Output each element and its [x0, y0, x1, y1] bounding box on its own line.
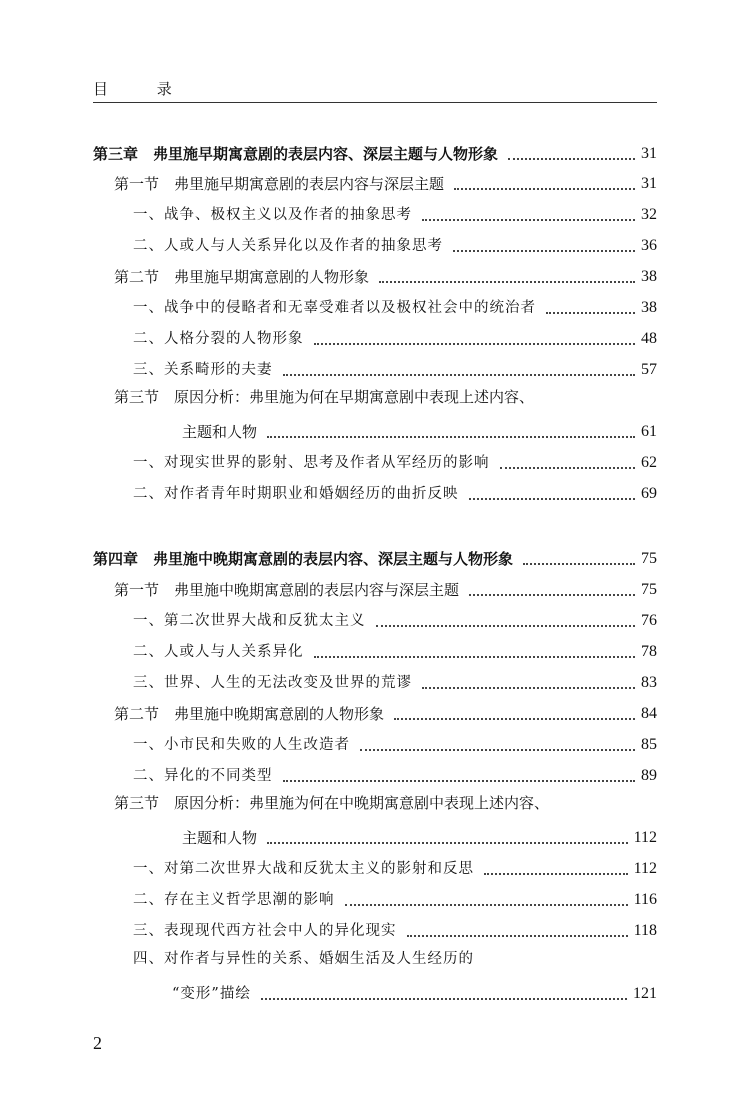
toc-entry-label: 三、世界、人生的无法改变及世界的荒谬 [133, 675, 412, 691]
leader-dots [422, 219, 635, 221]
toc-entry-subsection[interactable] [133, 762, 657, 786]
toc-page-number: 89 [641, 767, 657, 784]
toc-entry-label: 主题和人物 [182, 423, 258, 441]
leader-dots [422, 687, 635, 689]
leader-dots [345, 904, 628, 906]
toc-entry-label: 二、人或人与人关系异化以及作者的抽象思考 [133, 238, 443, 254]
leader-dots [267, 436, 635, 438]
toc-entry-label: 一、小市民和失败的人生改造者 [133, 737, 350, 753]
leader-dots [376, 625, 636, 627]
leader-dots [500, 467, 636, 469]
toc-page-number: 62 [641, 454, 657, 471]
toc-page-number: 48 [641, 330, 657, 347]
toc-entry-subsection[interactable] [133, 731, 657, 755]
leader-dots [283, 374, 636, 376]
page-number: 2 [93, 1033, 102, 1053]
toc-entry-label: 一、对现实世界的影射、思考及作者从军经历的影响 [133, 455, 490, 471]
toc-page-number: 61 [641, 423, 657, 440]
toc-entry-subsection[interactable] [133, 669, 657, 693]
toc-entry-subsection[interactable] [133, 917, 657, 941]
leader-dots [546, 312, 635, 314]
toc-entry-subsection[interactable] [133, 232, 657, 256]
toc-page-number: 57 [641, 361, 657, 378]
leader-dots [454, 188, 635, 190]
toc-page-number: 69 [641, 485, 657, 502]
toc-entry-label: 三、关系畸形的夫妻 [133, 362, 273, 378]
leader-dots [267, 842, 628, 844]
toc-entry-section[interactable] [114, 263, 657, 287]
toc-page-number: 38 [641, 268, 657, 285]
toc-entry-section[interactable] [114, 576, 657, 600]
toc-entry-label: 第三章 弗里施早期寓意剧的表层内容、深层主题与人物形象 [93, 145, 499, 163]
toc-entry-label: “变形”描绘 [172, 986, 251, 1002]
toc-entry-subsection[interactable] [133, 356, 657, 380]
leader-dots [523, 563, 635, 565]
toc-entry-subsection[interactable] [133, 201, 657, 225]
toc-entry-chapter-3[interactable] [93, 140, 657, 164]
toc-entry-label: 二、人或人与人关系异化 [133, 644, 304, 660]
toc-page-number: 38 [641, 299, 657, 316]
toc-entry-label: 三、表现现代西方社会中人的异化现实 [133, 923, 397, 939]
toc-page-number: 84 [641, 705, 657, 722]
toc-entry-label: 一、第二次世界大战和反犹太主义 [133, 613, 366, 629]
toc-entry-label: 二、对作者青年时期职业和婚姻经历的曲折反映 [133, 486, 459, 502]
toc-entry-label: 二、人格分裂的人物形象 [133, 331, 304, 347]
toc-entry-section[interactable] [182, 418, 657, 442]
toc-page-number: 75 [641, 550, 657, 567]
toc-page-number: 75 [641, 581, 657, 598]
toc-entry-subsection[interactable] [133, 294, 657, 318]
toc-entry-subsection[interactable] [133, 855, 657, 879]
toc-page-number: 83 [641, 674, 657, 691]
leader-dots [360, 749, 635, 751]
toc-entry-subsection[interactable] [133, 325, 657, 349]
toc-entry-label: 第二节 弗里施早期寓意剧的人物形象 [114, 268, 370, 286]
leader-dots [261, 998, 627, 1000]
toc-entry-chapter-4[interactable] [93, 545, 657, 569]
toc-page-number: 31 [641, 175, 657, 192]
toc-page-number: 36 [641, 237, 657, 254]
toc-page-number: 112 [633, 860, 657, 877]
toc-entry-section[interactable] [114, 700, 657, 724]
toc-entry-label: 二、存在主义哲学思潮的影响 [133, 892, 335, 908]
leader-dots [407, 935, 628, 937]
leader-dots [379, 281, 635, 283]
toc-entry-subsection[interactable] [133, 607, 657, 631]
toc-page-number: 32 [641, 206, 657, 223]
leader-dots [469, 594, 635, 596]
leader-dots [314, 343, 636, 345]
leader-dots [469, 498, 636, 500]
leader-dots [394, 718, 635, 720]
leader-dots [314, 656, 636, 658]
leader-dots [283, 780, 636, 782]
toc-entry-section-line1[interactable]: 第三节 原因分析：弗里施为何在早期寓意剧中表现上述内容、 [114, 388, 535, 406]
toc-entry-label: 二、异化的不同类型 [133, 768, 273, 784]
toc-entry-subsection[interactable] [172, 980, 657, 1004]
toc-entry-label: 主题和人物 [182, 829, 258, 847]
toc-entry-label: 第四章 弗里施中晚期寓意剧的表层内容、深层主题与人物形象 [93, 550, 514, 568]
toc-entry-section[interactable] [114, 170, 657, 194]
toc-page-number: 118 [633, 922, 657, 939]
toc-entry-subsection-line1[interactable]: 四、对作者与异性的关系、婚姻生活及人生经历的 [133, 951, 474, 967]
toc-entry-label: 一、战争中的侵略者和无辜受难者以及极权社会中的统治者 [133, 300, 536, 316]
toc-entry-subsection[interactable] [133, 449, 657, 473]
toc-entry-label: 第一节 弗里施早期寓意剧的表层内容与深层主题 [114, 175, 445, 193]
toc-page-number: 76 [641, 612, 657, 629]
toc-entry-subsection[interactable] [133, 638, 657, 662]
toc-entry-subsection[interactable] [133, 886, 657, 910]
toc-entry-label: 一、战争、极权主义以及作者的抽象思考 [133, 207, 412, 223]
toc-entry-label: 一、对第二次世界大战和反犹太主义的影射和反思 [133, 861, 474, 877]
leader-dots [453, 250, 635, 252]
toc-entry-section-line1[interactable]: 第三节 原因分析：弗里施为何在中晚期寓意剧中表现上述内容、 [114, 794, 550, 812]
toc-page-number: 31 [641, 145, 657, 162]
leader-dots [508, 158, 635, 160]
toc-entry-label: 第二节 弗里施中晚期寓意剧的人物形象 [114, 705, 385, 723]
toc-page-number: 121 [633, 985, 657, 1002]
toc-entry-label: 第一节 弗里施中晚期寓意剧的表层内容与深层主题 [114, 581, 460, 599]
toc-entry-subsection[interactable] [133, 480, 657, 504]
toc-page-number: 112 [633, 829, 657, 846]
toc-page-number: 78 [641, 643, 657, 660]
toc-entry-section[interactable] [182, 824, 657, 848]
leader-dots [484, 873, 628, 875]
header-rule [93, 102, 657, 103]
running-header: 目 录 [93, 80, 194, 98]
toc-page-number: 85 [641, 736, 657, 753]
toc-page-number: 116 [633, 891, 657, 908]
